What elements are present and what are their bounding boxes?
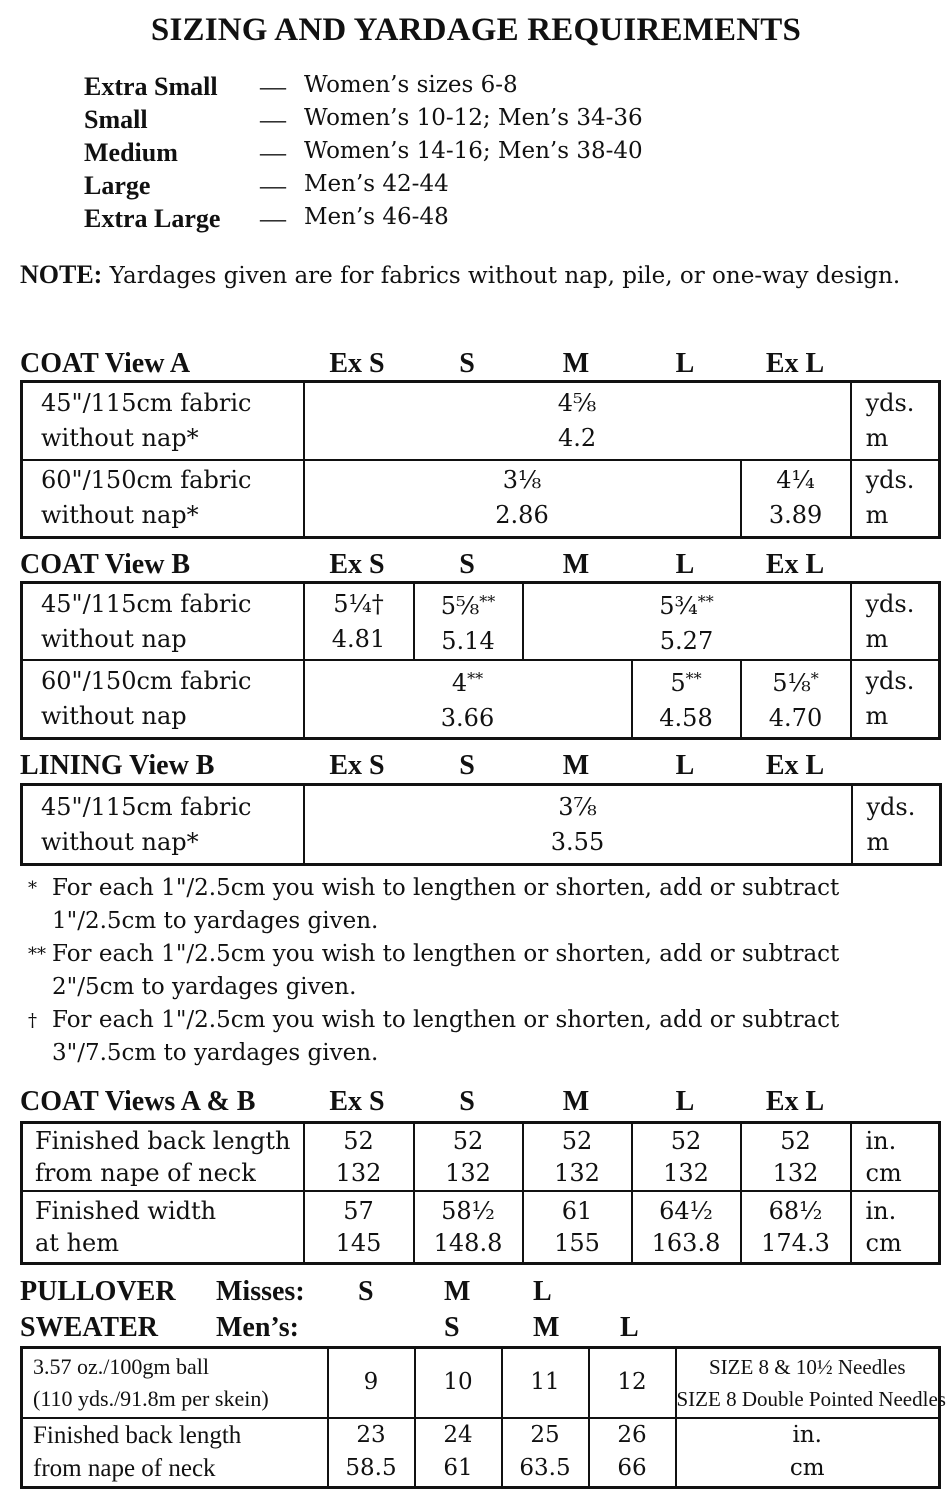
coat-b-table — [20, 581, 941, 740]
unit-cell: yds. m — [851, 460, 940, 538]
measure-cell: 52 132 — [741, 1123, 851, 1191]
section-title: PULLOVER — [20, 1276, 176, 1307]
lining-b-header — [20, 750, 940, 784]
column-header: S — [459, 750, 475, 781]
column-header: L — [675, 549, 695, 580]
footnote-text: For each 1"/2.5cm you wish to lengthen or shorten, add or subtract — [52, 941, 840, 967]
dash: — — [260, 204, 286, 233]
measure-cell: 26 66 — [589, 1418, 676, 1488]
yardage-cell: 3⅞ 3.55 — [304, 785, 852, 865]
table-row — [22, 1123, 940, 1191]
coat-ab-header — [20, 1086, 940, 1120]
measure-cell: 24 61 — [415, 1418, 502, 1488]
needles-cell: SIZE 8 & 10½ Needles SIZE 8 Double Pointed Needles — [676, 1348, 940, 1418]
measure-cell: 57 145 — [304, 1191, 414, 1264]
footnote-mark: ** — [28, 944, 46, 965]
measure-cell: 52 132 — [632, 1123, 741, 1191]
size-name: Small — [84, 105, 148, 134]
measure-cell: 25 63.5 — [502, 1418, 589, 1488]
column-header: M — [562, 1086, 590, 1117]
footnote — [28, 872, 928, 938]
size-description: Women’s sizes 6-8 — [304, 72, 518, 98]
misses-label: Misses: — [216, 1276, 305, 1307]
yardage-cell: 5¼† 4.81 — [304, 583, 414, 661]
footnote-text: For each 1"/2.5cm you wish to lengthen or shorten, add or subtract — [52, 1007, 840, 1033]
footnote-mark: † — [28, 1010, 37, 1031]
lining-b-table — [20, 783, 942, 866]
ball-count-cell: 12 — [589, 1348, 676, 1418]
unit-cell: in. cm — [676, 1418, 940, 1488]
yardage-cell: 4¼ 3.89 — [741, 460, 851, 538]
column-header: Ex L — [765, 549, 825, 580]
column-header: S — [459, 549, 475, 580]
yardage-cell: 5⅝** 5.14 — [414, 583, 523, 661]
size-name: Large — [84, 171, 151, 200]
page-title: SIZING AND YARDAGE REQUIREMENTS — [150, 12, 802, 48]
mens-label: Men’s: — [216, 1312, 299, 1343]
yardage-cell: 5⅛* 4.70 — [741, 660, 851, 738]
footnote — [28, 938, 928, 1004]
size-name: Extra Large — [84, 204, 221, 233]
section-title: COAT View A — [20, 348, 191, 379]
footnote-text: For each 1"/2.5cm you wish to lengthen or shorten, add or subtract — [52, 875, 840, 901]
column-header: Ex S — [329, 348, 385, 379]
footnote-text: 1"/2.5cm to yardages given. — [52, 908, 379, 934]
column-header: Ex L — [765, 750, 825, 781]
note-label: NOTE: — [20, 260, 103, 289]
size-header: S — [358, 1276, 374, 1307]
size-header: M — [444, 1276, 471, 1307]
measure-cell: 64½ 163.8 — [632, 1191, 741, 1264]
size-name: Extra Small — [84, 72, 218, 101]
section-title: SWEATER — [20, 1312, 158, 1343]
yardage-cell: 4** 3.66 — [304, 660, 632, 738]
table-row — [22, 1191, 940, 1264]
fabric-label: 45"/115cm fabric without nap* — [22, 382, 304, 460]
size-description: Men’s 42-44 — [304, 171, 449, 197]
dash: — — [260, 105, 286, 134]
measure-cell: 68½ 174.3 — [741, 1191, 851, 1264]
column-header: S — [459, 348, 475, 379]
column-header: Ex S — [329, 549, 385, 580]
column-header: Ex L — [765, 348, 825, 379]
column-header: Ex S — [329, 750, 385, 781]
fabric-label: 60"/150cm fabric without nap — [22, 660, 304, 738]
size-description: Women’s 14-16; Men’s 38-40 — [304, 138, 643, 164]
ball-count-cell: 10 — [415, 1348, 502, 1418]
section-title: LINING View B — [20, 750, 215, 781]
table-row — [22, 583, 940, 661]
pullover-header-misses — [20, 1276, 940, 1312]
fabric-label: 60"/150cm fabric without nap* — [22, 460, 304, 538]
column-header: M — [562, 348, 590, 379]
measure-cell: 61 155 — [523, 1191, 632, 1264]
coat-ab-table — [20, 1121, 941, 1265]
table-row — [22, 1348, 940, 1418]
size-description: Women’s 10-12; Men’s 34-36 — [304, 105, 643, 131]
column-header: L — [675, 750, 695, 781]
section-title: COAT Views A & B — [20, 1086, 256, 1117]
footnote-text: 2"/5cm to yardages given. — [52, 974, 357, 1000]
table-row — [22, 460, 940, 538]
column-header: M — [562, 750, 590, 781]
coat-a-header — [20, 348, 940, 382]
table-row — [22, 785, 941, 865]
ball-count-cell: 9 — [328, 1348, 415, 1418]
measure-label: Finished back length from nape of neck — [22, 1418, 328, 1488]
unit-cell: in. cm — [851, 1123, 940, 1191]
measure-cell: 52 132 — [523, 1123, 632, 1191]
table-row — [22, 1418, 940, 1488]
size-name: Medium — [84, 138, 178, 167]
yardage-cell: 5** 4.58 — [632, 660, 741, 738]
size-header: M — [533, 1312, 560, 1343]
dash: — — [260, 171, 286, 200]
section-title: COAT View B — [20, 549, 191, 580]
pullover-table — [20, 1346, 946, 1489]
yardage-cell: 4⅝ 4.2 — [304, 382, 851, 460]
measure-cell: 52 132 — [304, 1123, 414, 1191]
measure-label: Finished back length from nape of neck — [22, 1123, 304, 1191]
column-header: Ex L — [765, 1086, 825, 1117]
unit-cell: yds. m — [851, 583, 940, 661]
measure-cell: 58½ 148.8 — [414, 1191, 523, 1264]
pullover-header-mens — [20, 1312, 940, 1348]
size-description: Men’s 46-48 — [304, 204, 449, 230]
column-header: L — [675, 1086, 695, 1117]
size-header: L — [620, 1312, 639, 1343]
measure-cell: 23 58.5 — [328, 1418, 415, 1488]
coat-a-table — [20, 380, 941, 539]
yarn-label: 3.57 oz./100gm ball (110 yds./91.8m per skein) — [22, 1348, 328, 1418]
fabric-label: 45"/115cm fabric without nap — [22, 583, 304, 661]
ball-count-cell: 11 — [502, 1348, 589, 1418]
measure-label: Finished width at hem — [22, 1191, 304, 1264]
dash: — — [260, 72, 286, 101]
unit-cell: in. cm — [851, 1191, 940, 1264]
yardage-cell: 5¾** 5.27 — [523, 583, 851, 661]
column-header: L — [675, 348, 695, 379]
size-header: S — [444, 1312, 460, 1343]
footnote — [28, 1004, 928, 1070]
column-header: Ex S — [329, 1086, 385, 1117]
unit-cell: yds. m — [851, 382, 940, 460]
column-header: M — [562, 549, 590, 580]
note-text: Yardages given are for fabrics without nap, pile, or one-way design. — [109, 263, 901, 289]
unit-cell: yds. m — [851, 660, 940, 738]
size-header: L — [533, 1276, 552, 1307]
column-header: S — [459, 1086, 475, 1117]
table-row — [22, 382, 940, 460]
fabric-label: 45"/115cm fabric without nap* — [22, 785, 304, 865]
measure-cell: 52 132 — [414, 1123, 523, 1191]
note — [20, 258, 920, 293]
table-row — [22, 660, 940, 738]
footnote-text: 3"/7.5cm to yardages given. — [52, 1040, 379, 1066]
dash: — — [260, 138, 286, 167]
footnote-mark: * — [28, 878, 37, 899]
yardage-cell: 3⅛ 2.86 — [304, 460, 741, 538]
coat-b-header — [20, 549, 940, 583]
unit-cell: yds. m — [852, 785, 941, 865]
